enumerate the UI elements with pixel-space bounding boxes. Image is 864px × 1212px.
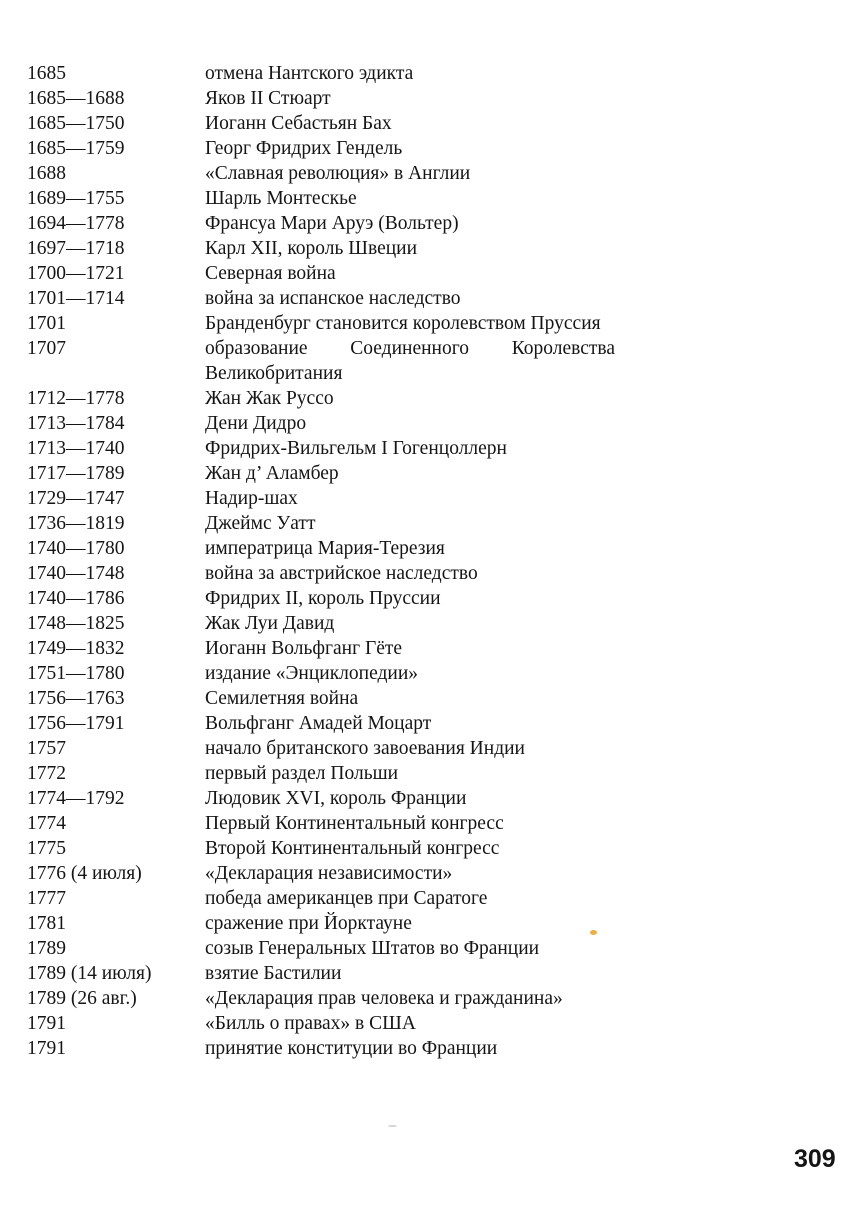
date-cell: 1685—1688 xyxy=(27,88,125,109)
chronology-row xyxy=(27,61,627,86)
chronology-row xyxy=(27,986,627,1011)
date-cell: 1689—1755 xyxy=(27,188,125,209)
date-cell: 1776 (4 июля) xyxy=(27,863,142,884)
event-cell: отмена Нантского эдикта xyxy=(205,63,414,84)
date-cell: 1749—1832 xyxy=(27,638,125,659)
event-cell: Людовик XVI, король Франции xyxy=(205,788,467,809)
scan-speck xyxy=(590,930,597,935)
date-cell: 1789 (26 авг.) xyxy=(27,988,137,1009)
event-cell: победа американцев при Саратоге xyxy=(205,888,488,909)
event-cell: Дени Дидро xyxy=(205,413,307,434)
event-cell: война за австрийское наследство xyxy=(205,563,478,584)
chronology-row xyxy=(27,86,627,111)
date-cell: 1685 xyxy=(27,63,66,84)
date-cell: 1694—1778 xyxy=(27,213,125,234)
date-cell: 1707 xyxy=(27,338,66,359)
event-cell: Фридрих-Вильгельм I Гогенцоллерн xyxy=(205,438,507,459)
event-cell: Жак Луи Давид xyxy=(205,613,335,634)
event-cell: Вольфганг Амадей Моцарт xyxy=(205,713,432,734)
event-cell: Бранденбург становится королевством Пруссия xyxy=(205,313,601,334)
date-cell: 1740—1780 xyxy=(27,538,125,559)
date-cell: 1789 (14 июля) xyxy=(27,963,152,984)
event-cell: Второй Континентальный конгресс xyxy=(205,838,500,859)
chronology-row xyxy=(27,611,627,636)
event-cell: Жан Жак Руссо xyxy=(205,388,334,409)
chronology-row xyxy=(27,486,627,511)
event-cell: «Декларация прав человека и гражданина» xyxy=(205,988,563,1009)
event-cell: Франсуа Мари Аруэ (Вольтер) xyxy=(205,213,459,234)
chronology-row xyxy=(27,386,627,411)
event-cell: Джеймс Уатт xyxy=(205,513,316,534)
date-cell: 1791 xyxy=(27,1013,66,1034)
date-cell: 1713—1740 xyxy=(27,438,125,459)
event-cell: «Славная революция» в Англии xyxy=(205,163,471,184)
date-cell: 1736—1819 xyxy=(27,513,125,534)
event-cell: сражение при Йорктауне xyxy=(205,913,412,934)
chronology-row xyxy=(27,336,627,386)
event-cell: Иоганн Себастьян Бах xyxy=(205,113,392,134)
event-cell: первый раздел Польши xyxy=(205,763,399,784)
date-cell: 1774 xyxy=(27,813,66,834)
event-cell: Карл XII, король Швеции xyxy=(205,238,418,259)
chronology-row xyxy=(27,311,627,336)
event-cell: издание «Энциклопедии» xyxy=(205,663,419,684)
date-cell: 1774—1792 xyxy=(27,788,125,809)
date-cell: 1688 xyxy=(27,163,66,184)
date-cell: 1717—1789 xyxy=(27,463,125,484)
date-cell: 1757 xyxy=(27,738,66,759)
event-cell: Первый Континентальный конгресс xyxy=(205,813,504,834)
chronology-row xyxy=(27,411,627,436)
date-cell: 1756—1763 xyxy=(27,688,125,709)
chronology-row xyxy=(27,461,627,486)
event-cell: начало британского завоевания Индии xyxy=(205,738,525,759)
chronology-row xyxy=(27,786,627,811)
chronology-row xyxy=(27,961,627,986)
date-cell: 1777 xyxy=(27,888,66,909)
chronology-row xyxy=(27,161,627,186)
event-cell: Северная война xyxy=(205,263,336,284)
scan-speck xyxy=(388,1125,397,1127)
chronology-row xyxy=(27,586,627,611)
date-cell: 1772 xyxy=(27,763,66,784)
date-cell: 1701 xyxy=(27,313,66,334)
event-cell: Яков II Стюарт xyxy=(205,88,331,109)
chronology-row xyxy=(27,1036,627,1061)
chronology-row xyxy=(27,261,627,286)
event-cell: «Билль о правах» в США xyxy=(205,1013,416,1034)
chronology-row xyxy=(27,761,627,786)
chronology-row xyxy=(27,736,627,761)
chronology-row xyxy=(27,511,627,536)
date-cell: 1701—1714 xyxy=(27,288,125,309)
chronology-row xyxy=(27,111,627,136)
event-cell: Шарль Монтескье xyxy=(205,188,357,209)
event-cell: образование Соединенного Королевства Великобритания xyxy=(205,338,615,384)
date-cell: 1712—1778 xyxy=(27,388,125,409)
chronology-row xyxy=(27,886,627,911)
date-cell: 1751—1780 xyxy=(27,663,125,684)
chronology-row xyxy=(27,686,627,711)
date-cell: 1756—1791 xyxy=(27,713,125,734)
chronology-row xyxy=(27,861,627,886)
event-cell: Фридрих II, король Пруссии xyxy=(205,588,441,609)
page-number: 309 xyxy=(794,1145,836,1173)
chronology-row xyxy=(27,711,627,736)
date-cell: 1781 xyxy=(27,913,66,934)
date-cell: 1700—1721 xyxy=(27,263,125,284)
chronology-row xyxy=(27,211,627,236)
date-cell: 1729—1747 xyxy=(27,488,125,509)
chronology-row xyxy=(27,911,627,936)
date-cell: 1740—1748 xyxy=(27,563,125,584)
date-cell: 1791 xyxy=(27,1038,66,1059)
event-cell: Иоганн Вольфганг Гёте xyxy=(205,638,403,659)
chronology-row xyxy=(27,561,627,586)
date-cell: 1713—1784 xyxy=(27,413,125,434)
chronology-row xyxy=(27,836,627,861)
event-cell: взятие Бастилии xyxy=(205,963,342,984)
event-cell: Жан д’ Аламбер xyxy=(205,463,339,484)
date-cell: 1685—1759 xyxy=(27,138,125,159)
event-cell: Семилетняя война xyxy=(205,688,359,709)
chronology-row xyxy=(27,286,627,311)
event-cell: принятие конституции во Франции xyxy=(205,1038,498,1059)
event-cell: война за испанское наследство xyxy=(205,288,461,309)
chronology-row xyxy=(27,661,627,686)
event-cell: Георг Фридрих Гендель xyxy=(205,138,403,159)
date-cell: 1775 xyxy=(27,838,66,859)
chronology-row xyxy=(27,1011,627,1036)
date-cell: 1697—1718 xyxy=(27,238,125,259)
event-cell: созыв Генеральных Штатов во Франции xyxy=(205,938,540,959)
chronology-row xyxy=(27,136,627,161)
date-cell: 1748—1825 xyxy=(27,613,125,634)
date-cell: 1685—1750 xyxy=(27,113,125,134)
chronology-row xyxy=(27,436,627,461)
date-cell: 1789 xyxy=(27,938,66,959)
event-cell: Надир-шах xyxy=(205,488,298,509)
chronology-table xyxy=(27,61,627,1061)
date-cell: 1740—1786 xyxy=(27,588,125,609)
chronology-row xyxy=(27,636,627,661)
chronology-row xyxy=(27,536,627,561)
chronology-row xyxy=(27,936,627,961)
chronology-row xyxy=(27,811,627,836)
event-cell: «Декларация независимости» xyxy=(205,863,453,884)
chronology-row xyxy=(27,236,627,261)
event-cell: императрица Мария-Терезия xyxy=(205,538,445,559)
chronology-row xyxy=(27,186,627,211)
